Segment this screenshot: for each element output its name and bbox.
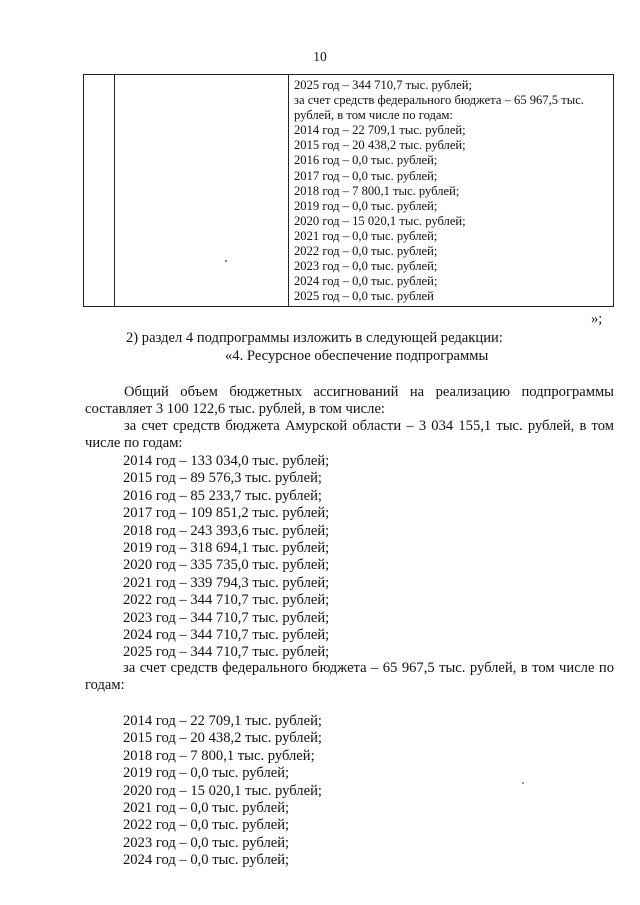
table-cell-label: [115, 75, 289, 307]
table-line: 2025 год – 344 710,7 тыс. рублей;: [294, 78, 472, 92]
table-line: 2021 год – 0,0 тыс. рублей;: [294, 228, 438, 243]
scan-speck: [225, 260, 227, 262]
table-line: 2017 год – 0,0 тыс. рублей;: [294, 168, 438, 183]
table-cell-number: [84, 75, 115, 307]
closing-quote-mark: »;: [591, 311, 603, 327]
list-item: 2023 год – 0,0 тыс. рублей;: [123, 834, 290, 851]
table-line: 2018 год – 7 800,1 тыс. рублей;: [294, 183, 460, 198]
table-line: 2019 год – 0,0 тыс. рублей;: [294, 198, 438, 213]
list-item: 2015 год – 89 576,3 тыс. рублей;: [123, 470, 322, 487]
paragraph-total-funding: Общий объем бюджетных ассигнований на реализацию подпрограммы составляет 3 100 122,6 тыс. рублей, в том числе:: [85, 384, 614, 418]
table-line: 2024 год – 0,0 тыс. рублей;: [294, 274, 438, 289]
table-cell-content: [289, 75, 614, 307]
regional-years-list: [123, 453, 329, 662]
list-item: 2020 год – 335 735,0 тыс. рублей;: [123, 557, 330, 574]
list-item: 2018 год – 7 800,1 тыс. рублей;: [123, 747, 315, 764]
list-item: 2024 год – 344 710,7 тыс. рублей;: [123, 627, 330, 644]
scan-speck: [522, 782, 524, 784]
list-item: 2025 год – 344 710,7 тыс. рублей;: [123, 644, 330, 661]
continuation-table: [83, 74, 614, 307]
table-line: 2022 год – 0,0 тыс. рублей;: [294, 244, 438, 259]
list-item: 2014 год – 133 034,0 тыс. рублей;: [123, 453, 330, 469]
list-item: 2021 год – 0,0 тыс. рублей;: [123, 800, 290, 817]
table-line: за счет средств федерального бюджета – 65 967,5 тыс.: [294, 93, 584, 108]
list-item: 2020 год – 15 020,1 тыс. рублей;: [123, 782, 322, 799]
table-line: 2016 год – 0,0 тыс. рублей;: [294, 153, 438, 168]
list-item: 2017 год – 109 851,2 тыс. рублей;: [123, 505, 330, 522]
table-line: 2014 год – 22 709,1 тыс. рублей;: [294, 123, 466, 138]
section-heading: «4. Ресурсное обеспечение подпрограммы: [225, 348, 489, 364]
list-item: 2019 год – 318 694,1 тыс. рублей;: [123, 540, 330, 557]
paragraph-regional-funding: за счет средств бюджета Амурской области – 3 034 155,1 тыс. рублей, в том числе по годам:: [85, 418, 614, 452]
list-item: 2021 год – 339 794,3 тыс. рублей;: [123, 574, 330, 591]
list-item: 2019 год – 0,0 тыс. рублей;: [123, 765, 290, 782]
list-item: 2022 год – 344 710,7 тыс. рублей;: [123, 592, 330, 609]
federal-years-list: [123, 713, 322, 870]
list-item: 2023 год – 344 710,7 тыс. рублей;: [123, 609, 330, 626]
amendment-item: 2) раздел 4 подпрограммы изложить в следующей редакции:: [126, 330, 503, 346]
paragraph-federal-funding: за счет средств федерального бюджета – 65 967,5 тыс. рублей, в том числе по годам:: [85, 660, 614, 694]
table-line: 2025 год – 0,0 тыс. рублей: [294, 289, 434, 304]
list-item: 2018 год – 243 393,6 тыс. рублей;: [123, 522, 330, 539]
table-line: рублей, в том числе по годам:: [294, 108, 453, 123]
list-item: 2022 год – 0,0 тыс. рублей;: [123, 817, 290, 834]
list-item: 2016 год – 85 233,7 тыс. рублей;: [123, 487, 322, 504]
list-item: 2024 год – 0,0 тыс. рублей;: [123, 852, 290, 869]
table-line: 2020 год – 15 020,1 тыс. рублей;: [294, 213, 466, 228]
page-number: 10: [313, 49, 327, 64]
table-line: 2015 год – 20 438,2 тыс. рублей;: [294, 138, 466, 153]
list-item: 2015 год – 20 438,2 тыс. рублей;: [123, 730, 322, 747]
table-line: 2023 год – 0,0 тыс. рублей;: [294, 259, 438, 274]
list-item: 2014 год – 22 709,1 тыс. рублей;: [123, 713, 322, 729]
